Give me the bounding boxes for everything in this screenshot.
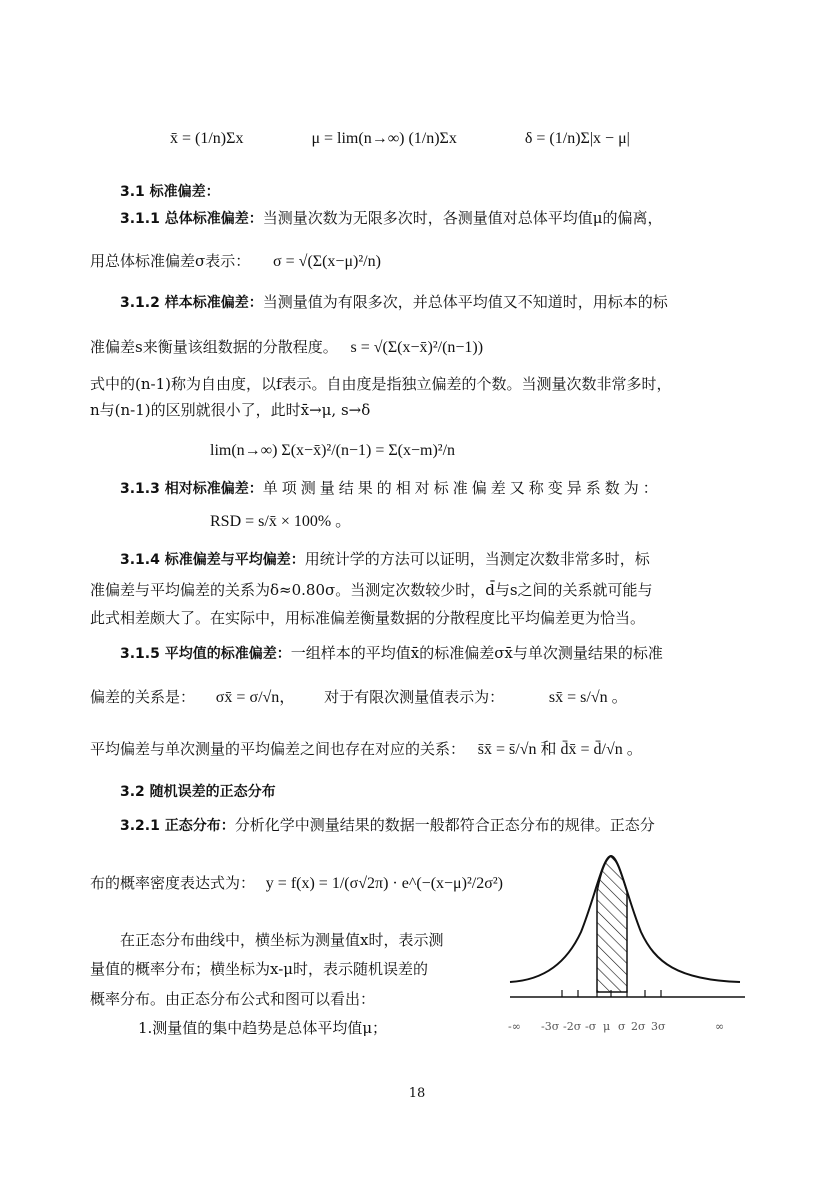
heading-3-2-1: 3.2.1 正态分布：: [120, 818, 235, 834]
axis-ticks: [562, 990, 661, 997]
heading-3-1-5: 3.1.5 平均值的标准偏差：: [120, 646, 291, 662]
formula-mean: x̄ = (1/n)Σx: [170, 130, 244, 147]
text: 当测量次数为无限多次时，各测量值对总体平均值μ的偏离，: [262, 209, 663, 227]
axis-label-s: σ: [618, 1020, 626, 1033]
para-3-1-2-c: 式中的(n-1)称为自由度，以f表示。自由度是指独立偏差的个数。当测量次数非常多时，: [90, 375, 672, 393]
formula-sigma: σ = √(Σ(x−μ)²/n): [273, 253, 381, 270]
para-normal-2: 量值的概率分布；横坐标为x-μ时，表示随机误差的: [90, 960, 429, 978]
heading-3-1-3: 3.1.3 相对标准偏差：: [120, 481, 263, 497]
para-3-1-4-b: 准偏差与平均偏差的关系为δ≈0.80σ。当测定次数较少时，d̄与s之间的关系就可能与: [90, 581, 653, 599]
para-normal-1: 在正态分布曲线中，横坐标为测量值x时，表示测: [120, 931, 444, 949]
axis-label-inf: ∞: [715, 1020, 725, 1033]
formula-normal: y = f(x) = 1/(σ√2π) · e^(−(x−μ)²/2σ²): [265, 875, 503, 892]
para-3-1-4-c: 此式相差颇大了。在实际中，用标准偏差衡量数据的分散程度比平均偏差更为恰当。: [90, 609, 646, 627]
text: 用总体标准偏差σ表示：: [90, 252, 251, 270]
formula-avg-dev: s̄x̄ = s̄/√n 和 d̄x̄ = d̄/√n 。: [477, 741, 643, 758]
para-3-1-1-b: [90, 250, 750, 273]
text: 当测量值为有限多次，并总体平均值又不知道时，用标本的标: [262, 293, 668, 311]
text: 分析化学中测量结果的数据一般都符合正态分布的规律。正态分: [234, 816, 655, 834]
para-3-2-1: [120, 814, 780, 837]
text: 单项测量结果的相对标准偏差又称变异系数为：: [262, 479, 662, 497]
heading-3-2: 3.2 随机误差的正态分布: [120, 784, 276, 800]
heading-3-1: 3.1 标准偏差：: [120, 184, 220, 200]
para-3-1-3: [120, 477, 780, 500]
formula-row-top: [170, 128, 830, 150]
text: 一组样本的平均值x̄的标准偏差σx̄与单次测量结果的标准: [290, 644, 663, 662]
formula-s-mean: sx̄ = s/√n 。: [548, 689, 628, 706]
para-normal-4: 1.测量值的集中趋势是总体平均值μ；: [138, 1019, 388, 1037]
text: 布的概率密度表达式为：: [90, 874, 256, 892]
text: 平均偏差与单次测量的平均偏差之间也存在对应的关系：: [90, 740, 466, 758]
axis-label-neg-inf: -∞: [508, 1020, 521, 1033]
axis-label-mu: μ: [603, 1020, 611, 1033]
para-3-1-5-b: [90, 686, 750, 709]
text: 准偏差s来衡量该组数据的分散程度。: [90, 338, 338, 356]
text: 偏差的关系是：: [90, 688, 196, 706]
formula-mu: μ = lim(n→∞) (1/n)Σx: [311, 130, 457, 147]
axis-label-neg-3s: -3σ: [541, 1020, 560, 1033]
para-normal-3: 概率分布。由正态分布公式和图可以看出：: [90, 990, 376, 1008]
para-3-1-2-b: [90, 336, 750, 359]
heading-3-1-2: 3.1.2 样本标准偏差：: [120, 295, 263, 311]
para-3-1-2-d: n与(n-1)的区别就很小了，此时x̄→μ, s→δ: [90, 401, 371, 419]
para-3-1-5: [120, 642, 780, 665]
formula-limit: lim(n→∞) Σ(x−x̄)²/(n−1) = Σ(x−m)²/n: [210, 442, 456, 459]
axis-label-neg-2s: -2σ: [563, 1020, 582, 1033]
para-3-1-2: [120, 291, 780, 314]
para-3-1-4: [120, 548, 780, 571]
axis-label-2s: 2σ: [631, 1020, 646, 1033]
normal-distribution-figure: [505, 842, 750, 1042]
axis-label-neg-s: -σ: [585, 1020, 597, 1033]
text: 用统计学的方法可以证明，当测定次数非常多时，标: [304, 550, 650, 568]
heading-3-1-1: 3.1.1 总体标准偏差：: [120, 211, 263, 227]
heading-3-1-4: 3.1.4 标准偏差与平均偏差：: [120, 552, 305, 568]
formula-sigma-mean: σx̄ = σ/√n，: [215, 689, 296, 706]
formula-delta: δ = (1/n)Σ|x − μ|: [524, 130, 630, 147]
para-3-1-1: [120, 207, 780, 230]
formula-s: s = √(Σ(x−x̄)²/(n−1)): [350, 339, 484, 356]
axis-label-3s: 3σ: [651, 1020, 666, 1033]
text: 对于有限次测量值表示为：: [324, 688, 505, 706]
formula-rsd: RSD = s/x̄ × 100% 。: [210, 513, 352, 530]
page-number: 18: [408, 1086, 426, 1101]
para-3-1-5-c: [90, 738, 750, 761]
